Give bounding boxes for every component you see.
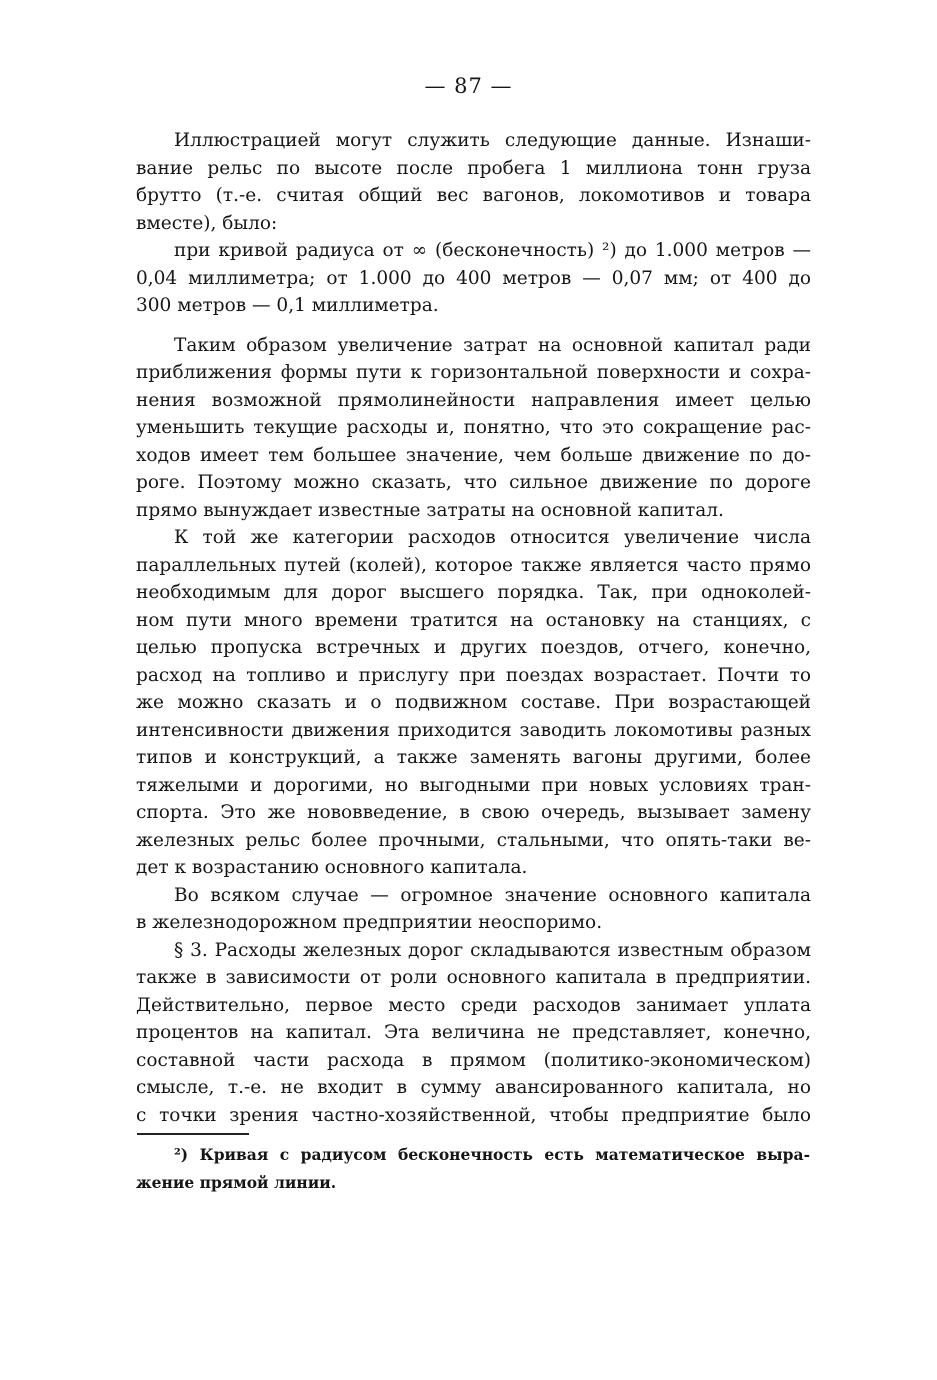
text-line: целью пропуска встречных и других поездов, отчего, конечно, [136,637,811,658]
text-line: ном пути много времени тратится на остановку на станциях, с [136,609,811,631]
text-line: в железнодорожном предприятии неоспоримо. [136,912,603,933]
footnote-marker: ²) [174,1145,189,1164]
text-line: также в зависимости от роли основного капитала в предприятии. [136,967,811,988]
text-line: Иллюстрацией могут служить следующие данные. Изнаши- [174,130,811,151]
text-line: Действительно, первое место среди расходов занимает уплата [136,994,811,1016]
footnote-line: жение прямой линии. [136,1172,337,1192]
page-number: — 87 — [424,74,513,98]
text-line: типов и конструкций, а также заменять вагоны другими, более [136,747,811,768]
text-line: расход на топливо и прислугу при поездах возрастает. Почти то [136,664,811,686]
paragraph [136,332,811,525]
footnote [136,1142,810,1197]
text-line: параллельных путей (колей), которое также является часто прямо [136,554,811,576]
paragraph [136,937,811,1130]
text-line: при кривой радиуса от ∞ (бесконечность) ²) до 1.000 метров — [174,240,811,261]
text-line: уменьшить текущие расходы и, понятно, что это сокращение рас- [136,417,811,438]
footnote-divider [137,1133,249,1135]
text-line: К той же категории расходов относится увеличение числа [174,527,811,548]
text-line: вание рельс по высоте после пробега 1 миллиона тонн груза [136,157,811,179]
footnote-text: Кривая с радиусом бесконечность есть математическое выра- [199,1145,810,1164]
text-line: 300 метров — 0,1 миллиметра. [136,295,439,316]
text-line: приближения формы пути к горизонтальной поверхности и сохра- [136,362,811,383]
text-line: тяжелыми и дорогими, но выгодными при новых условиях тран- [136,774,811,796]
paragraph [136,237,811,320]
text-line: брутто (т.-е. считая общий вес вагонов, локомотивов и товара [136,185,811,206]
text-line: прямо вынуждает известные затраты на основной капитал. [136,499,724,521]
text-line: необходимым для дорог высшего порядка. Так, при одноколей- [136,582,811,603]
text-line: Во всяком случае — огромное значение основного капитала [174,884,811,906]
text-line: с точки зрения частно-хозяйственной, чтобы предприятие было [136,1104,811,1126]
text-line: составной части расхода в прямом (политико-экономическом) [136,1049,811,1071]
text-line: дет к возрастанию основного капитала. [136,857,528,878]
paragraph [136,127,811,237]
text-line: § 3. Расходы железных дорог складываются известным образом [174,939,811,961]
text-line: Таким образом увеличение затрат на основной капитал ради [174,334,811,356]
paragraph [136,882,811,937]
text-line: процентов на капитал. Эта величина не представляет, конечно, [136,1022,811,1043]
text-line: железных рельс более прочными, стальными, что опять-таки ве- [136,829,811,851]
footnote-line [136,1142,810,1170]
text-line: спорта. Это же нововведение, в свою очередь, вызывает замену [136,802,811,823]
text-line: интенсивности движения приходится заводить локомотивы разных [136,719,811,741]
paragraph [136,524,811,882]
text-line: роге. Поэтому можно сказать, что сильное движение по дороге [136,472,811,493]
text-line: смысле, т.-е. не входит в сумму авансированного капитала, но [136,1077,811,1098]
text-line: же можно сказать и о подвижном составе. При возрастающей [136,692,811,713]
text-line: ходов имеет тем большее значение, чем больше движение по до- [136,444,811,466]
text-line: 0,04 миллиметра; от 1.000 до 400 метров — 0,07 мм; от 400 до [136,267,811,289]
text-line: вместе), было: [136,212,278,234]
text-line: нения возможной прямолинейности направления имеет целью [136,389,811,411]
body-text [136,127,811,1129]
